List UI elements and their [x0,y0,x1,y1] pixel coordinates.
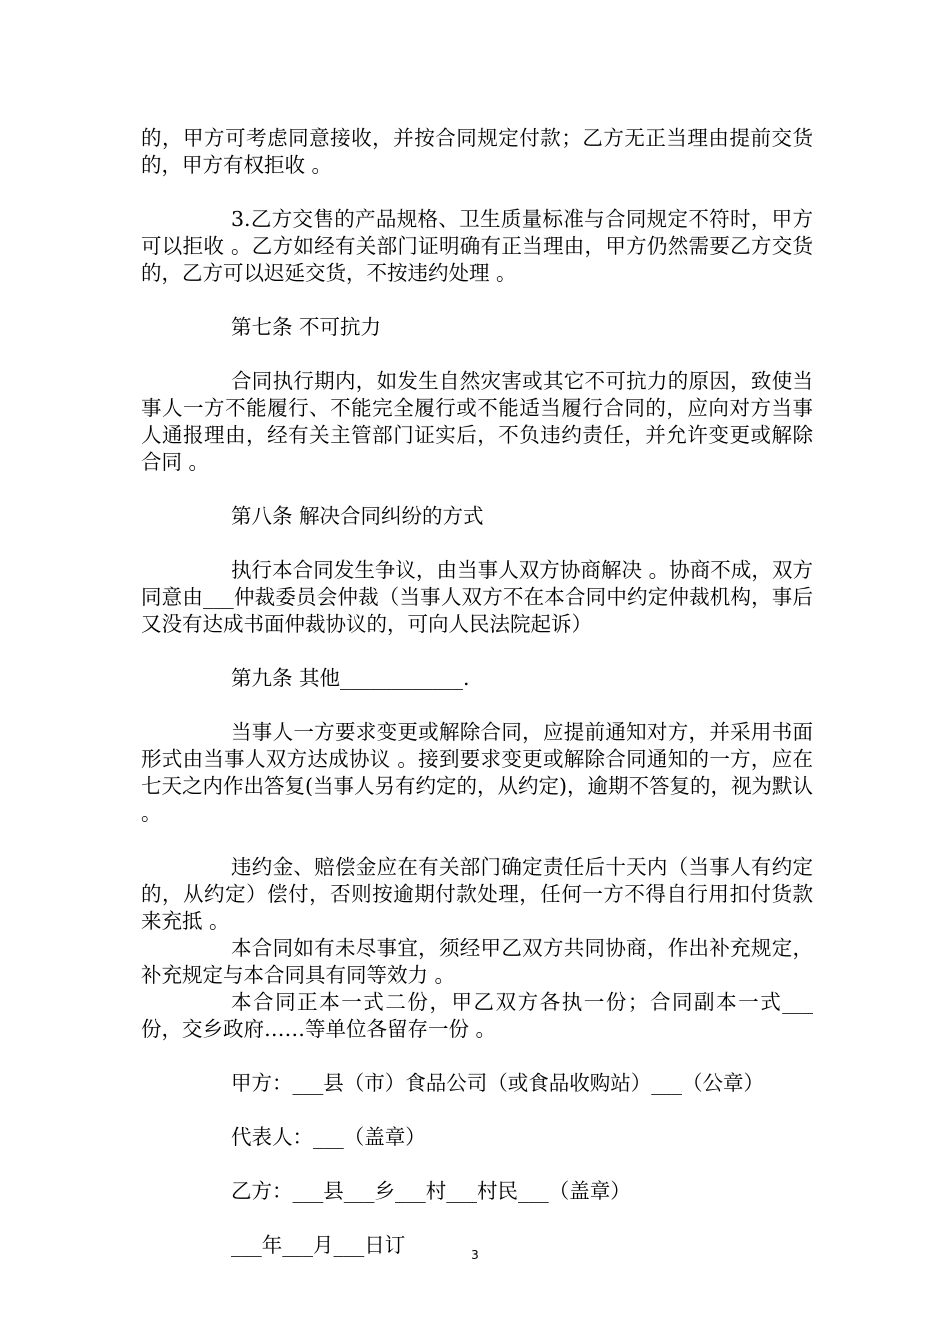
signature-party-a: 甲方：___县（市）食品公司（或食品收购站）___（公章） [231,1071,764,1095]
heading-article-8: 第八条 解决合同纠纷的方式 [231,504,484,528]
paragraph-force-majeure: 合同执行期内，如发生自然灾害或其它不可抗力的原因，致使当事人一方不能履行、不能完全履行或不能适当履行合同的，应向对方当事人通报理由，经有关主管部门证实后，不负违约责任，并允许变更或解除合同 。 [141,369,813,474]
heading-article-9: 第九条 其他____________. [231,666,470,690]
paragraph-supplement: 本合同如有未尽事宜，须经甲乙双方共同协商，作出补充规定，补充规定与本合同具有同等效力 。 [141,936,813,987]
paragraph-delivery-continued: 的，甲方可考虑同意接收，并按合同规定付款；乙方无正当理由提前交货的，甲方有权拒收 。 [141,126,813,177]
paragraph-clause-3: 3.乙方交售的产品规格、卫生质量标准与合同规定不符时，甲方可以拒收 。乙方如经有关部门证明确有正当理由，甲方仍然需要乙方交货的，乙方可以迟延交货，不按违约处理 。 [141,207,813,285]
signature-party-b: 乙方：___县___乡___村___村民___（盖章） [231,1179,631,1203]
signature-date: ___年___月___日订 [231,1233,406,1257]
paragraph-penalty: 违约金、赔偿金应在有关部门确定责任后十天内（当事人有约定的，从约定）偿付，否则按逾期付款处理，任何一方不得自行用扣付货款来充抵 。 [141,855,813,933]
paragraph-copies: 本合同正本一式二份，甲乙双方各执一份；合同副本一式___份，交乡政府……等单位各留存一份 。 [141,990,813,1041]
signature-representative: 代表人：___（盖章） [231,1125,426,1149]
heading-article-7: 第七条 不可抗力 [231,315,382,339]
page-number: 3 [471,1248,479,1262]
paragraph-dispute-resolution: 执行本合同发生争议，由当事人双方协商解决 。协商不成，双方同意由___仲裁委员会仲裁（当事人双方不在本合同中约定仲裁机构，事后又没有达成书面仲裁协议的，可向人民法院起诉） [141,558,813,636]
paragraph-contract-change: 当事人一方要求变更或解除合同，应提前通知对方，并采用书面形式由当事人双方达成协议 。接到要求变更或解除合同通知的一方，应在七天之内作出答复(当事人另有约定的，从约定)，逾期不答复的，视为默认 。 [141,720,813,825]
